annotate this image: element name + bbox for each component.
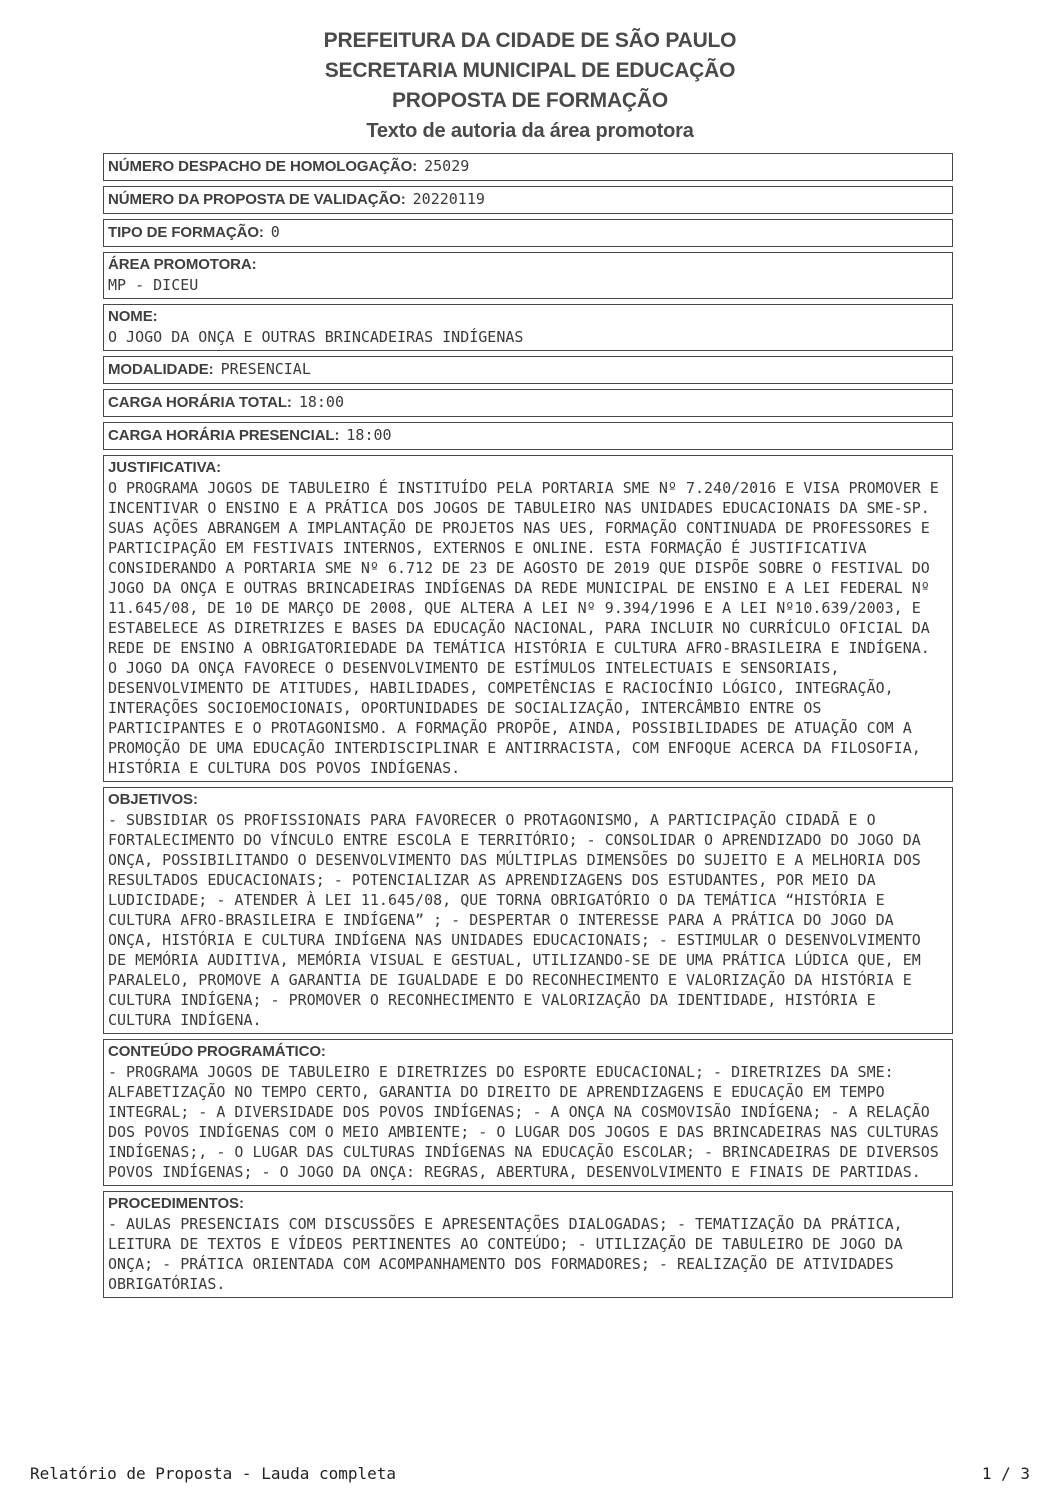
- field-label: NÚMERO DA PROPOSTA DE VALIDAÇÃO:: [108, 191, 406, 208]
- field-row: [103, 219, 953, 247]
- field-value: 18:00: [298, 393, 344, 411]
- field-row: [103, 1191, 953, 1298]
- field-row: [103, 304, 953, 351]
- field-value: O JOGO DA ONÇA E OUTRAS BRINCADEIRAS INDÍGENAS: [108, 328, 524, 346]
- field-row: [103, 252, 953, 299]
- field-value: 20220119: [412, 190, 485, 208]
- header-doc-type: PROPOSTA DE FORMAÇÃO: [391, 89, 668, 112]
- field-label: CONTEÚDO PROGRAMÁTICO:: [108, 1043, 326, 1060]
- field-value: - SUBSIDIAR OS PROFISSIONAIS PARA FAVORECER O PROTAGONISMO, A PARTICIPAÇÃO CIDADÃ E O FORTALECIMENTO DO VÍNCULO ENTRE ESCOLA E TERRITÓRIO; - CONSOLIDAR O APRENDIZADO DO JOGO DA ONÇA, POSSIBILITANDO O DESENVOLVIMENTO DAS MÚLTIPLAS DIMENSÕES DO SUJEITO E A MELHORIA DOS RESULTADOS EDUCACIONAIS; - POTENCIALIZAR AS APRENDIZAGENS DOS ESTUDANTES, POR MEIO DA LUDICIDADE; - ATENDER À LEI 11.645/08, QUE TORNA OBRIGATÓRIO O DA TEMÁTICA “HISTÓRIA E CULTURA AFRO-BRASILEIRA E INDÍGENA” ; - DESPERTAR O INTERESSE PARA A PRÁTICA DO JOGO DA ONÇA, HISTÓRIA E CULTURA INDÍGENA NAS UNIDADES EDUCACIONAIS; - ESTIMULAR O DESENVOLVIMENTO DE MEMÓRIA AUDITIVA, MEMÓRIA VISUAL E GESTUAL, UTILIZANDO-SE DE UMA PRÁTICA LÚDICA QUE, EM PARALELO, PROMOVE A GARANTIA DE IGUALDADE E DO RECONHECIMENTO E VALORIZAÇÃO DA HISTÓRIA E CULTURA INDÍGENA; - PROMOVER O RECONHECIMENTO E VALORIZAÇÃO DA IDENTIDADE, HISTÓRIA E CULTURA INDÍGENA.: [108, 811, 930, 1029]
- field-label: JUSTIFICATIVA:: [108, 459, 222, 476]
- field-row: [103, 787, 953, 1034]
- field-value: - AULAS PRESENCIAIS COM DISCUSSÕES E APRESENTAÇÕES DIALOGADAS; - TEMATIZAÇÃO DA PRÁTICA, LEITURA DE TEXTOS E VÍDEOS PERTINENTES AO CONTEÚDO; - UTILIZAÇÃO DE TABULEIRO DE JOGO DA ONÇA; - PRÁTICA ORIENTADA COM ACOMPANHAMENTO DOS FORMADORES; - REALIZAÇÃO DE ATIVIDADES OBRIGATÓRIAS.: [108, 1215, 912, 1293]
- field-label: CARGA HORÁRIA TOTAL:: [108, 394, 292, 411]
- field-label: NOME:: [108, 308, 158, 325]
- field-label: TIPO DE FORMAÇÃO:: [108, 224, 264, 241]
- field-row: [103, 389, 953, 417]
- field-row: [103, 186, 953, 214]
- field-label: PROCEDIMENTOS:: [108, 1195, 244, 1212]
- field-row: [103, 455, 953, 782]
- field-label: ÁREA PROMOTORA:: [108, 256, 257, 273]
- field-value: 0: [270, 223, 280, 241]
- field-value: 25029: [424, 157, 470, 175]
- footer-page-number: 1 / 3: [981, 1464, 1030, 1483]
- field-label: CARGA HORÁRIA PRESENCIAL:: [108, 427, 340, 444]
- header-subtitle: Texto de autoria da área promotora: [366, 120, 694, 142]
- field-value: PRESENCIAL: [220, 360, 311, 378]
- document-header: [0, 0, 1060, 146]
- header-org-line-1: PREFEITURA DA CIDADE DE SÃO PAULO: [323, 29, 737, 52]
- field-value: - PROGRAMA JOGOS DE TABULEIRO E DIRETRIZES DO ESPORTE EDUCACIONAL; - DIRETRIZES DA SME: ALFABETIZAÇÃO NO TEMPO CERTO, GARANTIA DO DIREITO DE APRENDIZAGENS E EDUCAÇÃO EM TEMPO INTEGRAL; - A DIVERSIDADE DOS POVOS INDÍGENAS; - A ONÇA NA COSMOVISÃO INDÍGENA; - A RELAÇÃO DOS POVOS INDÍGENAS COM O MEIO AMBIENTE; - O LUGAR DOS JOGOS E DAS BRINCADEIRAS NAS CULTURAS INDÍGENAS;, - O LUGAR DAS CULTURAS INDÍGENAS NA EDUCAÇÃO ESCOLAR; - BRINCADEIRAS DE DIVERSOS POVOS INDÍGENAS; - O JOGO DA ONÇA: REGRAS, ABERTURA, DESENVOLVIMENTO E FINAIS DE PARTIDAS.: [108, 1063, 948, 1181]
- document-footer: [30, 1464, 1030, 1483]
- field-value: O PROGRAMA JOGOS DE TABULEIRO É INSTITUÍDO PELA PORTARIA SME Nº 7.240/2016 E VISA PROMOVER E INCENTIVAR O ENSINO E A PRÁTICA DOS JOGOS DE TABULEIRO NAS UNIDADES EDUCACIONAIS DA SME-SP. SUAS AÇÕES ABRANGEM A IMPLANTAÇÃO DE PROJETOS NAS UES, FORMAÇÃO CONTINUADA DE PROFESSORES E PARTICIPAÇÃO EM FESTIVAIS INTERNOS, EXTERNOS E ONLINE. ESTA FORMAÇÃO É JUSTIFICATIVA CONSIDERANDO A PORTARIA SME Nº 6.712 DE 23 DE AGOSTO DE 2019 QUE DISPÕE SOBRE O FESTIVAL DO JOGO DA ONÇA E OUTRAS BRINCADEIRAS INDÍGENAS DA REDE MUNICIPAL DE ENSINO E A LEI FEDERAL Nº 11.645/08, DE 10 DE MARÇO DE 2008, QUE ALTERA A LEI Nº 9.394/1996 E A LEI Nº10.639/2003, E ESTABELECE AS DIRETRIZES E BASES DA EDUCAÇÃO NACIONAL, PARA INCLUIR NO CURRÍCULO OFICIAL DA REDE DE ENSINO A OBRIGATORIEDADE DA TEMÁTICA HISTÓRIA E CULTURA AFRO-BRASILEIRA E INDÍGENA. O JOGO DA ONÇA FAVORECE O DESENVOLVIMENTO DE ESTÍMULOS INTELECTUAIS E SENSORIAIS, DESENVOLVIMENTO DE ATITUDES, HABILIDADES, COMPETÊNCIAS E RACIOCÍNIO LÓGICO, INTEGRAÇÃO, INTERAÇÕES SOCIOEMOCIONAIS, OPORTUNIDADES DE SOCIALIZAÇÃO, INTERCÂMBIO ENTRE OS PARTICIPANTES E O PROTAGONISMO. A FORMAÇÃO PROPÕE, AINDA, POSSIBILIDADES DE ATUAÇÃO COM A PROMOÇÃO DE UMA EDUCAÇÃO INTERDISCIPLINAR E ANTIRRACISTA, COM ENFOQUE ACERCA DA FILOSOFIA, HISTÓRIA E CULTURA DOS POVOS INDÍGENAS.: [108, 479, 948, 777]
- header-org-line-2: SECRETARIA MUNICIPAL DE EDUCAÇÃO: [324, 59, 736, 82]
- field-row: [103, 422, 953, 450]
- field-row: [103, 356, 953, 384]
- fields-container: [103, 153, 953, 1303]
- field-row: [103, 1039, 953, 1186]
- footer-report-title: Relatório de Proposta - Lauda completa: [30, 1464, 397, 1483]
- field-label: OBJETIVOS:: [108, 791, 198, 808]
- field-row: [103, 153, 953, 181]
- field-label: MODALIDADE:: [108, 361, 214, 378]
- field-value: MP - DICEU: [108, 276, 199, 294]
- field-value: 18:00: [346, 426, 392, 444]
- field-label: NÚMERO DESPACHO DE HOMOLOGAÇÃO:: [108, 158, 418, 175]
